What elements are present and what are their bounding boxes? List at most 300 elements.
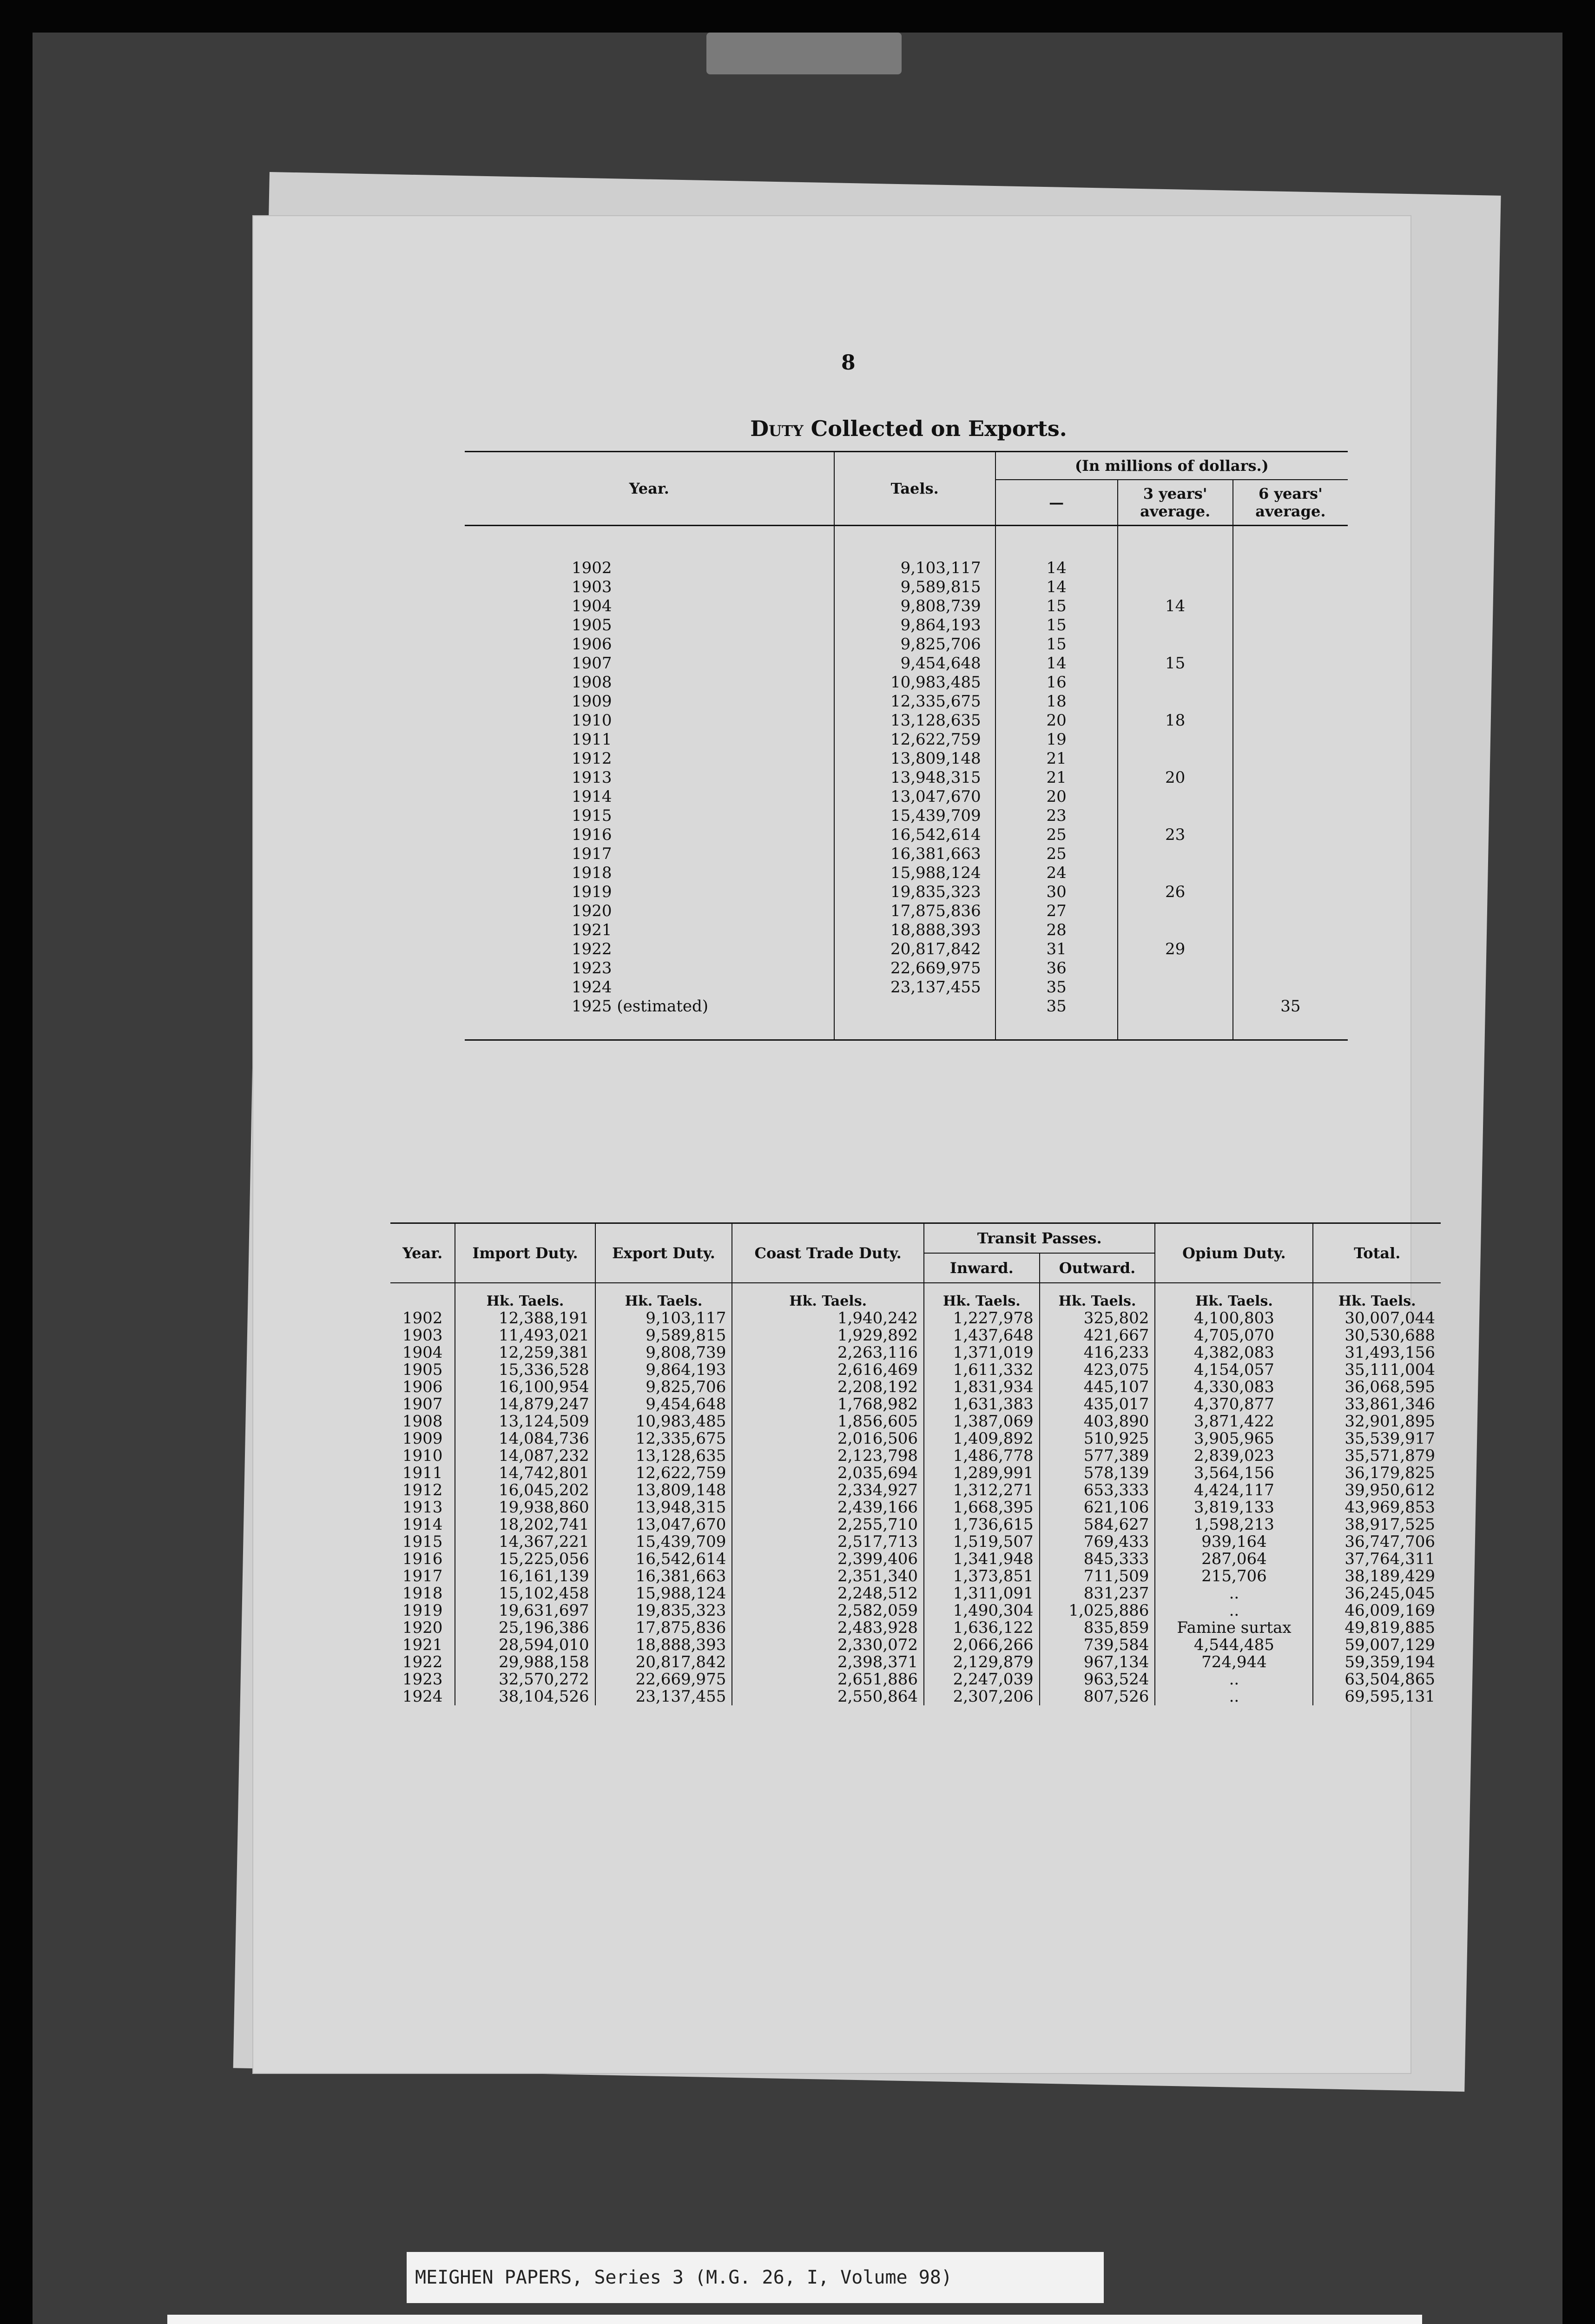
t2-header-coast: Coast Trade Duty.	[732, 1223, 924, 1283]
t2-row	[390, 1396, 1441, 1413]
t1-cell-year: 1909	[572, 692, 612, 711]
t2-unit-total: Hk. Taels.	[1313, 1283, 1441, 1310]
t2-cell-coast: 2,035,694	[732, 1465, 924, 1482]
t1-cell-a3	[1118, 806, 1233, 825]
t1-cell-a3: 26	[1118, 883, 1233, 902]
t1-cell-m: 30	[995, 883, 1118, 902]
t2-header-total: Total.	[1313, 1223, 1441, 1283]
t1-row	[465, 578, 1348, 597]
t1-cell-a3	[1118, 864, 1233, 883]
t1-cell-a3	[1118, 902, 1233, 921]
t2-cell-total: 59,359,194	[1313, 1654, 1441, 1671]
t2-row	[390, 1585, 1441, 1602]
t2-cell-export: 23,137,455	[595, 1688, 732, 1705]
t2-cell-year: 1911	[402, 1464, 443, 1482]
t2-cell-total: 49,819,885	[1313, 1619, 1441, 1637]
t1-cell-a3	[1118, 578, 1233, 597]
t1-cell-m: 23	[995, 806, 1118, 825]
t2-cell-year: 1908	[402, 1412, 443, 1431]
t2-row	[390, 1327, 1441, 1344]
t1-cell-taels	[834, 997, 995, 1040]
t2-cell-year: 1903	[402, 1326, 443, 1345]
t2-cell-import: 14,367,221	[455, 1533, 595, 1551]
t1-row	[465, 959, 1348, 978]
t2-cell-coast: 1,768,982	[732, 1396, 924, 1413]
t2-cell-coast: 2,016,506	[732, 1430, 924, 1447]
t2-cell-opium: 4,370,877	[1155, 1396, 1313, 1413]
t2-unit-opium: Hk. Taels.	[1155, 1283, 1313, 1310]
t1-cell-m: 21	[995, 768, 1118, 787]
t2-row	[390, 1637, 1441, 1654]
t2-cell-outward: 445,107	[1040, 1379, 1155, 1396]
t2-cell-inward: 2,129,879	[924, 1654, 1040, 1671]
t2-cell-total: 38,189,429	[1313, 1568, 1441, 1585]
t2-cell-opium: 3,564,156	[1155, 1465, 1313, 1482]
t2-cell-coast: 2,517,713	[732, 1533, 924, 1551]
t2-cell-coast: 2,248,512	[732, 1585, 924, 1602]
t2-cell-opium: 3,819,133	[1155, 1499, 1313, 1516]
t2-cell-import: 19,631,697	[455, 1602, 595, 1619]
t2-cell-outward: 1,025,886	[1040, 1602, 1155, 1619]
t2-cell-outward: 807,526	[1040, 1688, 1155, 1705]
document-page	[253, 216, 1435, 2073]
t1-cell-m: 27	[995, 902, 1118, 921]
t1-cell-taels: 20,817,842	[834, 940, 995, 959]
t2-cell-coast: 2,351,340	[732, 1568, 924, 1585]
t2-cell-inward: 1,486,778	[924, 1447, 1040, 1465]
t1-row	[465, 730, 1348, 749]
t2-cell-total: 36,068,595	[1313, 1379, 1441, 1396]
t2-cell-total: 36,245,045	[1313, 1585, 1441, 1602]
t2-cell-export: 15,439,709	[595, 1533, 732, 1551]
t2-cell-export: 22,669,975	[595, 1671, 732, 1688]
t2-cell-import: 19,938,860	[455, 1499, 595, 1516]
t2-cell-coast: 2,334,927	[732, 1482, 924, 1499]
t2-cell-outward: 325,802	[1040, 1310, 1155, 1327]
t2-cell-coast: 1,856,605	[732, 1413, 924, 1430]
t1-row	[465, 711, 1348, 730]
t2-row	[390, 1568, 1441, 1585]
t1-cell-m: 19	[995, 730, 1118, 749]
t2-cell-outward: 653,333	[1040, 1482, 1155, 1499]
t1-cell-a3	[1118, 921, 1233, 940]
t2-cell-inward: 1,312,271	[924, 1482, 1040, 1499]
t2-cell-opium: 215,706	[1155, 1568, 1313, 1585]
t1-header-dash: —	[995, 480, 1118, 526]
t2-cell-inward: 1,311,091	[924, 1585, 1040, 1602]
t1-cell-m: 35	[995, 997, 1118, 1040]
t2-cell-import: 15,336,528	[455, 1361, 595, 1379]
t2-cell-year: 1917	[402, 1567, 443, 1585]
t2-cell-coast: 2,439,166	[732, 1499, 924, 1516]
t2-cell-year: 1914	[402, 1515, 443, 1534]
t1-cell-year: 1917	[572, 845, 612, 863]
t1-cell-taels: 13,128,635	[834, 711, 995, 730]
t1-cell-m: 21	[995, 749, 1118, 768]
t1-body	[465, 526, 1348, 1040]
t2-row	[390, 1688, 1441, 1705]
t2-cell-export: 20,817,842	[595, 1654, 732, 1671]
t2-cell-outward: 510,925	[1040, 1430, 1155, 1447]
t2-unit-outward: Hk. Taels.	[1040, 1283, 1155, 1310]
t2-cell-outward: 831,237	[1040, 1585, 1155, 1602]
t1-cell-m: 24	[995, 864, 1118, 883]
t1-header-millions: (In millions of dollars.)	[995, 452, 1348, 480]
t1-cell-taels: 10,983,485	[834, 673, 995, 692]
t1-cell-taels: 9,103,117	[834, 526, 995, 578]
t2-cell-import: 13,124,509	[455, 1413, 595, 1430]
t2-cell-outward: 416,233	[1040, 1344, 1155, 1361]
t2-cell-year: 1910	[402, 1446, 443, 1465]
t2-unit-coast: Hk. Taels.	[732, 1283, 924, 1310]
t1-cell-a6	[1233, 711, 1348, 730]
t1-row	[465, 806, 1348, 825]
t2-cell-total: 30,007,044	[1313, 1310, 1441, 1327]
t2-cell-year: 1920	[402, 1618, 443, 1637]
t2-unit-export: Hk. Taels.	[595, 1283, 732, 1310]
t2-cell-coast: 2,483,928	[732, 1619, 924, 1637]
t2-cell-import: 28,594,010	[455, 1637, 595, 1654]
t1-row	[465, 654, 1348, 673]
t2-row	[390, 1430, 1441, 1447]
t1-cell-a3: 15	[1118, 654, 1233, 673]
t1-cell-a6: 35	[1233, 997, 1348, 1040]
t2-cell-year: 1907	[402, 1395, 443, 1413]
t2-cell-total: 36,179,825	[1313, 1465, 1441, 1482]
t1-cell-m: 31	[995, 940, 1118, 959]
t1-cell-m: 14	[995, 526, 1118, 578]
t1-cell-a3: 18	[1118, 711, 1233, 730]
t2-cell-coast: 2,399,406	[732, 1551, 924, 1568]
t1-cell-year: 1925 (estimated)	[465, 997, 834, 1040]
t1-cell-year: 1923	[572, 959, 612, 977]
t1-row	[465, 616, 1348, 635]
t1-cell-taels: 13,809,148	[834, 749, 995, 768]
t2-cell-opium: 4,100,803	[1155, 1310, 1313, 1327]
t1-cell-a6	[1233, 616, 1348, 635]
t2-cell-inward: 1,437,648	[924, 1327, 1040, 1344]
t1-header-year: Year.	[465, 452, 834, 526]
t2-cell-year: 1916	[402, 1550, 443, 1568]
t1-row	[465, 692, 1348, 711]
t1-row	[465, 940, 1348, 959]
t2-cell-outward: 584,627	[1040, 1516, 1155, 1533]
duty-summary-table	[390, 1222, 1441, 1705]
t1-cell-m: 28	[995, 921, 1118, 940]
t2-cell-import: 16,045,202	[455, 1482, 595, 1499]
t2-cell-import: 15,102,458	[455, 1585, 595, 1602]
t2-cell-total: 31,493,156	[1313, 1344, 1441, 1361]
t1-cell-m: 25	[995, 845, 1118, 864]
t1-cell-year: 1920	[572, 902, 612, 920]
table1-title-prefix: Duty	[750, 416, 804, 441]
t2-cell-inward: 1,490,304	[924, 1602, 1040, 1619]
t2-cell-total: 32,901,895	[1313, 1413, 1441, 1430]
t1-cell-m: 20	[995, 787, 1118, 806]
t1-cell-year: 1904	[572, 597, 612, 615]
t2-cell-year: 1921	[402, 1636, 443, 1654]
t2-cell-opium: 724,944	[1155, 1654, 1313, 1671]
t2-cell-export: 9,864,193	[595, 1361, 732, 1379]
t2-cell-outward: 845,333	[1040, 1551, 1155, 1568]
t1-row	[465, 845, 1348, 864]
t1-cell-taels: 16,381,663	[834, 845, 995, 864]
t1-cell-m: 35	[995, 978, 1118, 997]
t2-cell-outward: 739,584	[1040, 1637, 1155, 1654]
t2-cell-coast: 2,582,059	[732, 1602, 924, 1619]
t2-row	[390, 1499, 1441, 1516]
t1-cell-a3: 29	[1118, 940, 1233, 959]
t1-cell-m: 14	[995, 578, 1118, 597]
t2-row	[390, 1671, 1441, 1688]
t2-cell-coast: 2,398,371	[732, 1654, 924, 1671]
t1-cell-a6	[1233, 806, 1348, 825]
t2-cell-opium: 3,905,965	[1155, 1430, 1313, 1447]
t2-cell-opium: 2,839,023	[1155, 1447, 1313, 1465]
t2-cell-coast: 2,255,710	[732, 1516, 924, 1533]
t2-cell-export: 18,888,393	[595, 1637, 732, 1654]
t2-row	[390, 1482, 1441, 1499]
t2-cell-outward: 577,389	[1040, 1447, 1155, 1465]
t2-cell-import: 25,196,386	[455, 1619, 595, 1637]
t2-row	[390, 1379, 1441, 1396]
t1-cell-year: 1902	[572, 559, 612, 577]
t2-cell-opium: 4,330,083	[1155, 1379, 1313, 1396]
t2-cell-year: 1922	[402, 1653, 443, 1671]
t2-cell-opium: 4,424,117	[1155, 1482, 1313, 1499]
t2-cell-inward: 1,289,991	[924, 1465, 1040, 1482]
t1-cell-a6	[1233, 749, 1348, 768]
t1-cell-a6	[1233, 768, 1348, 787]
t2-cell-outward: 963,524	[1040, 1671, 1155, 1688]
t1-row	[465, 997, 1348, 1040]
t1-cell-a3	[1118, 673, 1233, 692]
t2-unit-import: Hk. Taels.	[455, 1283, 595, 1310]
t2-cell-export: 9,825,706	[595, 1379, 732, 1396]
t2-header-outward: Outward.	[1040, 1253, 1155, 1283]
t2-cell-total: 69,595,131	[1313, 1688, 1441, 1705]
t2-row	[390, 1551, 1441, 1568]
t2-cell-total: 33,861,346	[1313, 1396, 1441, 1413]
t1-cell-m: 36	[995, 959, 1118, 978]
t2-cell-year: 1902	[402, 1309, 443, 1327]
t2-unit-row	[390, 1283, 1441, 1310]
t2-cell-export: 15,988,124	[595, 1585, 732, 1602]
t1-cell-a6	[1233, 635, 1348, 654]
t1-cell-a3	[1118, 997, 1233, 1040]
t2-cell-import: 12,388,191	[455, 1310, 595, 1327]
t1-cell-a6	[1233, 526, 1348, 578]
t1-cell-taels: 15,439,709	[834, 806, 995, 825]
t2-cell-opium: 4,544,485	[1155, 1637, 1313, 1654]
t1-cell-year: 1916	[572, 825, 612, 844]
t1-cell-taels: 13,047,670	[834, 787, 995, 806]
t2-cell-inward: 1,668,395	[924, 1499, 1040, 1516]
t2-cell-year: 1904	[402, 1343, 443, 1362]
t2-cell-export: 13,128,635	[595, 1447, 732, 1465]
t2-cell-year: 1919	[402, 1601, 443, 1620]
t2-cell-total: 36,747,706	[1313, 1533, 1441, 1551]
t2-cell-opium: 1,598,213	[1155, 1516, 1313, 1533]
t2-cell-import: 32,570,272	[455, 1671, 595, 1688]
t1-cell-a3	[1118, 730, 1233, 749]
t2-row	[390, 1533, 1441, 1551]
page-number: 8	[841, 351, 856, 375]
t2-cell-year: 1909	[402, 1429, 443, 1448]
t1-cell-a6	[1233, 921, 1348, 940]
t2-cell-coast: 2,263,116	[732, 1344, 924, 1361]
t1-cell-m: 15	[995, 597, 1118, 616]
t1-cell-a6	[1233, 730, 1348, 749]
t1-row	[465, 768, 1348, 787]
export-duty-table	[465, 451, 1348, 1041]
t1-cell-a3	[1118, 616, 1233, 635]
t2-cell-import: 12,259,381	[455, 1344, 595, 1361]
t2-cell-inward: 1,631,383	[924, 1396, 1040, 1413]
t2-cell-inward: 2,066,266	[924, 1637, 1040, 1654]
t1-cell-year: 1907	[572, 654, 612, 673]
t2-cell-total: 37,764,311	[1313, 1551, 1441, 1568]
t1-cell-a6	[1233, 864, 1348, 883]
t1-cell-taels: 9,825,706	[834, 635, 995, 654]
t2-cell-export: 13,047,670	[595, 1516, 732, 1533]
t2-cell-total: 35,539,917	[1313, 1430, 1441, 1447]
t2-cell-opium: 287,064	[1155, 1551, 1313, 1568]
t1-cell-year: 1921	[572, 921, 612, 939]
table1-title	[699, 416, 1118, 441]
t1-cell-year: 1915	[572, 806, 612, 825]
t1-cell-a6	[1233, 578, 1348, 597]
label-strip	[407, 2252, 1104, 2303]
t2-cell-outward: 621,106	[1040, 1499, 1155, 1516]
t2-cell-outward: 769,433	[1040, 1533, 1155, 1551]
t2-cell-inward: 1,636,122	[924, 1619, 1040, 1637]
t2-cell-export: 12,335,675	[595, 1430, 732, 1447]
t1-row	[465, 902, 1348, 921]
t2-cell-export: 13,809,148	[595, 1482, 732, 1499]
t2-cell-coast: 2,616,469	[732, 1361, 924, 1379]
t1-cell-taels: 15,988,124	[834, 864, 995, 883]
t2-cell-opium: 4,705,070	[1155, 1327, 1313, 1344]
t1-cell-a3	[1118, 526, 1233, 578]
t1-cell-m: 20	[995, 711, 1118, 730]
t2-cell-inward: 1,341,948	[924, 1551, 1040, 1568]
t1-cell-year: 1914	[572, 787, 612, 806]
binder-clip	[706, 33, 902, 74]
t2-cell-export: 16,542,614	[595, 1551, 732, 1568]
t2-cell-total: 63,504,865	[1313, 1671, 1441, 1688]
t1-cell-m: 14	[995, 654, 1118, 673]
t2-cell-year: 1924	[402, 1687, 443, 1706]
t1-cell-year: 1918	[572, 864, 612, 882]
t1-cell-m: 16	[995, 673, 1118, 692]
t2-cell-opium: 939,164	[1155, 1533, 1313, 1551]
t2-cell-inward: 1,371,019	[924, 1344, 1040, 1361]
t1-cell-a6	[1233, 883, 1348, 902]
t2-cell-year: 1923	[402, 1670, 443, 1689]
t1-cell-year: 1906	[572, 635, 612, 654]
t2-cell-inward: 1,519,507	[924, 1533, 1040, 1551]
t2-cell-import: 38,104,526	[455, 1688, 595, 1705]
t1-cell-a6	[1233, 845, 1348, 864]
t1-row	[465, 635, 1348, 654]
t2-cell-outward: 711,509	[1040, 1568, 1155, 1585]
t2-cell-total: 43,969,853	[1313, 1499, 1441, 1516]
t2-row	[390, 1361, 1441, 1379]
t2-cell-total: 30,530,688	[1313, 1327, 1441, 1344]
t2-cell-total: 38,917,525	[1313, 1516, 1441, 1533]
t2-cell-opium: ..	[1155, 1585, 1313, 1602]
t2-cell-total: 39,950,612	[1313, 1482, 1441, 1499]
t1-cell-a3: 20	[1118, 768, 1233, 787]
t1-row	[465, 825, 1348, 845]
t1-cell-a3: 14	[1118, 597, 1233, 616]
t2-cell-coast: 2,330,072	[732, 1637, 924, 1654]
t2-cell-export: 19,835,323	[595, 1602, 732, 1619]
t1-row	[465, 787, 1348, 806]
t2-cell-coast: 2,550,864	[732, 1688, 924, 1705]
t2-header-inward: Inward.	[924, 1253, 1040, 1283]
t2-cell-inward: 1,387,069	[924, 1413, 1040, 1430]
t2-cell-year: 1912	[402, 1481, 443, 1499]
t1-cell-a6	[1233, 940, 1348, 959]
t1-cell-taels: 19,835,323	[834, 883, 995, 902]
t2-cell-opium: 3,871,422	[1155, 1413, 1313, 1430]
t1-cell-taels: 16,542,614	[834, 825, 995, 845]
t1-cell-year: 1910	[572, 711, 612, 730]
t1-cell-a6	[1233, 654, 1348, 673]
t2-cell-export: 12,622,759	[595, 1465, 732, 1482]
t2-cell-total: 35,571,879	[1313, 1447, 1441, 1465]
t1-cell-year: 1922	[572, 940, 612, 958]
t1-cell-a6	[1233, 787, 1348, 806]
t2-unit-blank	[390, 1283, 455, 1310]
t1-cell-taels: 13,948,315	[834, 768, 995, 787]
t1-cell-m: 15	[995, 635, 1118, 654]
t1-row	[465, 883, 1348, 902]
t2-unit-inward: Hk. Taels.	[924, 1283, 1040, 1310]
t2-cell-import: 18,202,741	[455, 1516, 595, 1533]
t1-cell-taels: 12,335,675	[834, 692, 995, 711]
t1-cell-a3: 23	[1118, 825, 1233, 845]
t2-cell-outward: 835,859	[1040, 1619, 1155, 1637]
t1-cell-year: 1903	[572, 578, 612, 596]
archives-stamp	[167, 2315, 1422, 2324]
t1-cell-taels: 9,864,193	[834, 616, 995, 635]
table1-title-rest: Collected on Exports.	[803, 416, 1067, 441]
t2-cell-opium: 4,154,057	[1155, 1361, 1313, 1379]
t2-cell-import: 14,879,247	[455, 1396, 595, 1413]
t1-cell-taels: 9,454,648	[834, 654, 995, 673]
t2-cell-outward: 435,017	[1040, 1396, 1155, 1413]
t2-cell-inward: 1,831,934	[924, 1379, 1040, 1396]
t2-cell-import: 15,225,056	[455, 1551, 595, 1568]
t2-cell-year: 1905	[402, 1360, 443, 1379]
t1-row	[465, 864, 1348, 883]
t1-cell-taels: 23,137,455	[834, 978, 995, 997]
t2-cell-export: 9,103,117	[595, 1310, 732, 1327]
t2-cell-opium: 4,382,083	[1155, 1344, 1313, 1361]
t1-row	[465, 749, 1348, 768]
t1-header-avg3: 3 years' average.	[1118, 480, 1233, 526]
t2-cell-opium: ..	[1155, 1671, 1313, 1688]
t2-cell-opium: ..	[1155, 1602, 1313, 1619]
t2-cell-coast: 1,940,242	[732, 1310, 924, 1327]
t1-row	[465, 978, 1348, 997]
t1-cell-a3	[1118, 692, 1233, 711]
t2-cell-import: 16,100,954	[455, 1379, 595, 1396]
t2-row	[390, 1516, 1441, 1533]
